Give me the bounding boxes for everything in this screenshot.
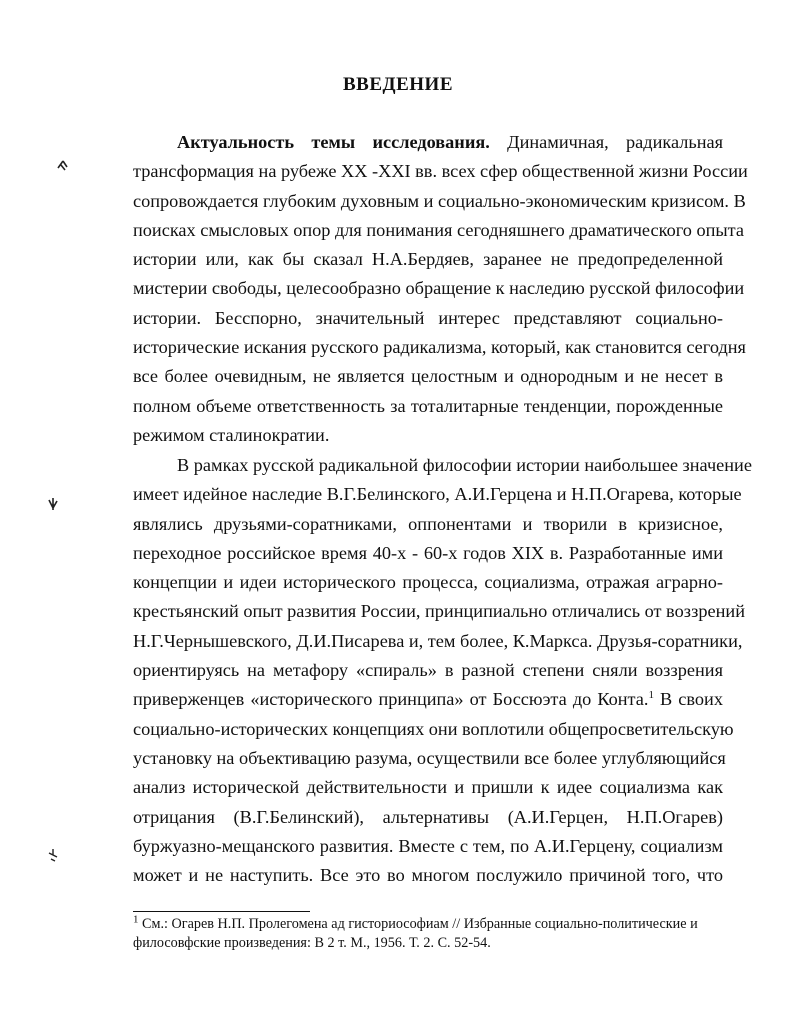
paragraph-heritage	[133, 451, 752, 890]
paragraph-relevance	[133, 128, 748, 450]
text-line: может и не наступить. Все это во многом послужило причиной того, что	[133, 865, 723, 886]
footnote-line: филосовфские произведения: В 2 т. М., 1956. Т. 2. С. 52-54.	[133, 935, 491, 951]
footnote-number: 1	[133, 913, 139, 926]
text-line: являлись друзьями-соратниками, оппонентами и творили в кризисное,	[133, 513, 723, 534]
footnote-line	[133, 915, 733, 934]
text-line: поисках смысловых опор для понимания сегодняшнего драматического опыта	[133, 219, 744, 240]
text-line: социально-исторических концепциях они воплотили общепросветительскую	[133, 718, 734, 739]
text-line: анализ исторической действительности и пришли к идее социализма как	[133, 777, 723, 798]
text-line: истории или, как бы сказал Н.А.Бердяев, заранее не предопределенной	[133, 249, 723, 270]
text-line: сопровождается глубоким духовным и социально-экономическим кризисом. В	[133, 190, 746, 211]
text-line: В рамках русской радикальной философии истории наибольшее значение	[177, 455, 752, 475]
text-fragment: См.: Огарев Н.П. Пролегомена ад гисториософиам // Избранные социально-политические и	[138, 916, 698, 932]
text-line: буржуазно-мещанского развития. Вместе с тем, по А.И.Герцену, социализм	[133, 835, 723, 856]
text-line: режимом сталинократии.	[133, 424, 330, 445]
text-line: переходное российское время 40-х - 60-х годов XIX в. Разработанные ими	[133, 542, 723, 563]
text-fragment: В своих	[653, 689, 723, 710]
footnote-divider	[133, 911, 310, 912]
footnote-ref[interactable]: 1	[648, 689, 654, 702]
text-line: имеет идейное наследие В.Г.Белинского, А.И.Герцена и Н.П.Огарева, которые	[133, 484, 742, 505]
text-line: все более очевидным, не является целостным и однородным и не несет в	[133, 366, 723, 387]
text-line: трансформация на рубеже XX -XXI вв. всех сфер общественной жизни России	[133, 161, 748, 182]
text-line: истории. Бесспорно, значительный интерес представляют социально-	[133, 307, 723, 328]
footnote	[133, 915, 733, 953]
text-line: полном объеме ответственность за тоталитарные тенденции, порожденные	[133, 395, 723, 416]
text-fragment: Динамичная, радикальная	[507, 132, 723, 152]
text-line: отрицания (В.Г.Белинский), альтернативы (А.И.Герцен, Н.П.Огарев)	[133, 806, 723, 827]
text-line	[133, 128, 723, 157]
text-line: мистерии свободы, целесообразно обращение к наследию русской философии	[133, 278, 745, 299]
text-fragment: приверженцев «исторического принципа» от Боссюэта до Конта.	[133, 689, 649, 710]
scan-speck-icon	[46, 496, 60, 512]
text-line	[133, 685, 723, 714]
section-lead: Актуальность темы исследования.	[177, 132, 490, 152]
scan-speck-icon	[55, 158, 71, 172]
page-title: ВВЕДЕНИЕ	[343, 74, 453, 95]
text-line: исторические искания русского радикализма, который, как становится сегодня	[133, 337, 746, 358]
text-line: концепции и идеи исторического процесса, социализма, отражая аграрно-	[133, 572, 723, 593]
text-line: установку на объективацию разума, осуществили все более углубляющийся	[133, 747, 726, 768]
text-line: ориентируясь на метафору «спираль» в разной степени сняли воззрения	[133, 660, 723, 681]
text-line: Н.Г.Чернышевского, Д.И.Писарева и, тем более, К.Маркса. Друзья-соратники,	[133, 630, 743, 651]
text-line: крестьянский опыт развития России, принципиально отличались от воззрений	[133, 601, 745, 622]
scan-speck-icon	[46, 847, 60, 863]
